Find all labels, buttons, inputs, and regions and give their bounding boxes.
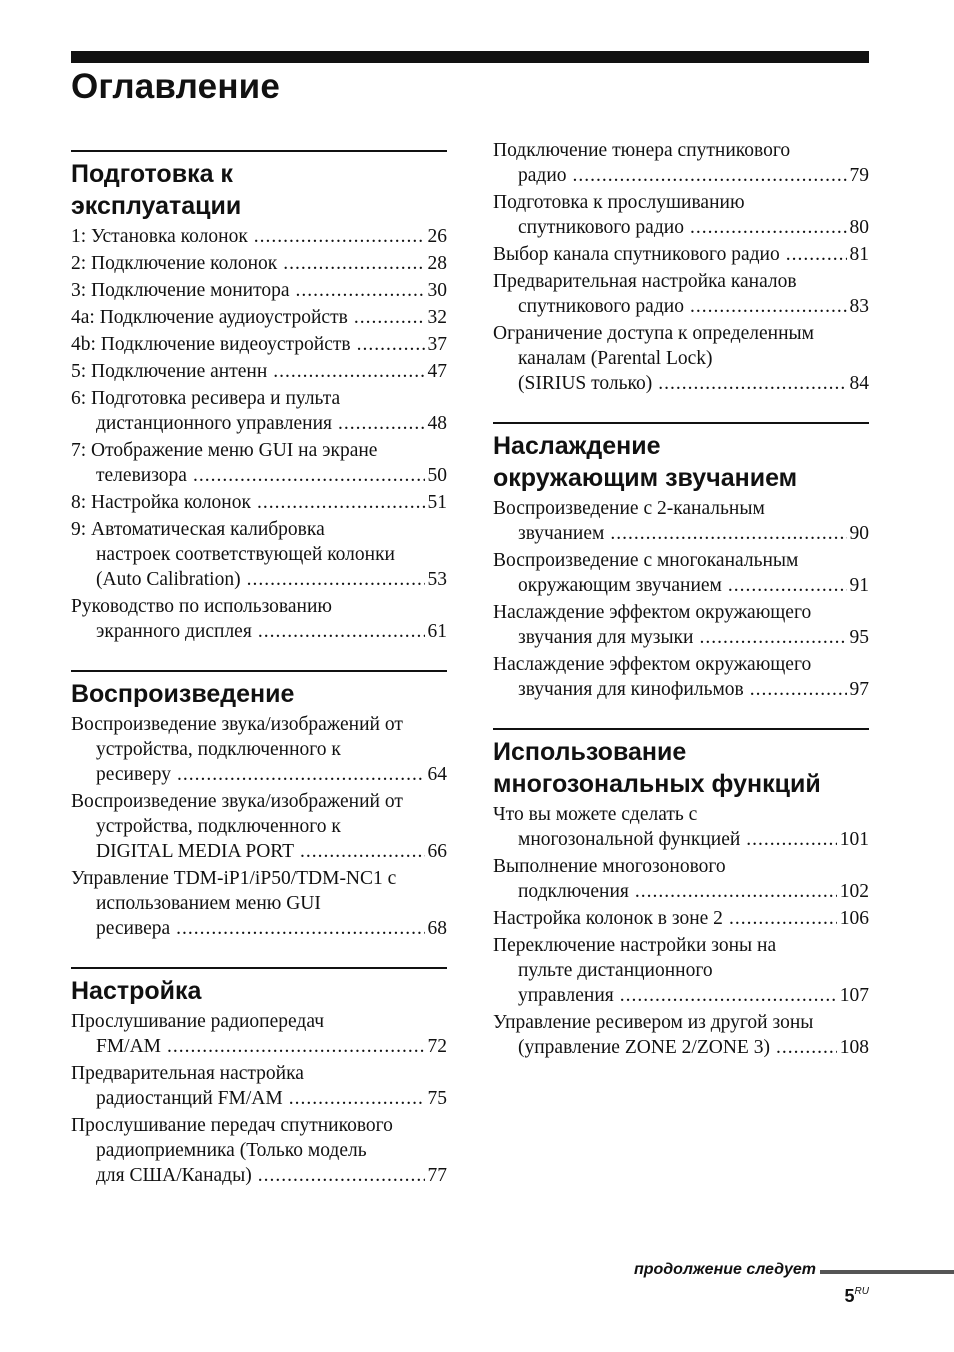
toc-page-number: 107: [839, 985, 869, 1006]
toc-entry: [493, 496, 869, 546]
toc-entry-text: Руководство по использованию: [71, 596, 332, 617]
section-heading: [493, 424, 869, 496]
toc-entry-last-line: [71, 916, 447, 941]
dot-leader: [690, 215, 847, 240]
toc-entry-last-line: [493, 983, 869, 1008]
toc-entry-text: Подготовка к прослушиванию: [493, 192, 745, 213]
toc-section: [493, 422, 869, 702]
toc-entry-text: спутникового радио: [518, 217, 684, 238]
toc-entry: [493, 933, 869, 1008]
toc-page-number: 47: [427, 361, 447, 382]
toc-entry-text: 7: Отображение меню GUI на экране: [71, 440, 378, 461]
toc-page-number: 37: [427, 334, 447, 355]
dot-leader: [300, 839, 424, 864]
dot-leader: [289, 1086, 425, 1111]
toc-entry-text: использованием меню GUI: [96, 893, 321, 914]
toc-entry-text: Что вы можете сделать с: [493, 804, 698, 825]
dot-leader: [247, 567, 425, 592]
toc-entry-text: для США/Канады): [96, 1165, 252, 1186]
toc-entry: [493, 138, 869, 188]
toc-entry-text: FM/AM: [96, 1036, 162, 1057]
toc-entry-text: 4a: Подключение аудиоустройств: [71, 307, 348, 328]
dot-leader: [699, 625, 846, 650]
toc-entry-text: 2: Подключение колонок: [71, 253, 278, 274]
toc-entry-text: Подключение тюнера спутникового: [493, 140, 791, 161]
dot-leader: [257, 490, 425, 515]
toc-entry-last-line: [71, 332, 447, 357]
toc-entry-last-line: [71, 411, 447, 436]
toc-entry: [71, 251, 447, 276]
toc-entry: [493, 548, 869, 598]
toc-entry: [71, 332, 447, 357]
toc-entry-last-line: [493, 521, 869, 546]
toc-page-number: 53: [427, 569, 447, 590]
dot-leader: [573, 163, 847, 188]
toc-entry-text: экранного дисплея: [96, 621, 252, 642]
toc-entry-text: устройства, подключенного к: [96, 739, 341, 760]
toc-entry-text: Воспроизведение звука/изображений от: [71, 791, 403, 812]
section-heading-line: эксплуатации: [71, 192, 242, 220]
dot-leader: [610, 521, 846, 546]
toc-entry: [71, 224, 447, 249]
dot-leader: [728, 573, 847, 598]
toc-page-number: 108: [839, 1037, 869, 1058]
toc-column-left: [71, 150, 447, 1190]
page-number: $5^{RU}$: [844, 1286, 869, 1306]
toc-page-number: 66: [427, 841, 447, 862]
toc-entry-text: устройства, подключенного к: [96, 816, 341, 837]
toc-page-number: 61: [427, 621, 447, 642]
continued-note: продолжение следует: [633, 1261, 816, 1278]
toc-page-number: 101: [839, 829, 869, 850]
toc-entry: [71, 1113, 447, 1188]
dot-leader: [746, 827, 836, 852]
toc-entry-last-line: [493, 827, 869, 852]
toc-entry-text: Прослушивание радиопередач: [71, 1011, 325, 1032]
toc-entry-text: подключения: [518, 881, 629, 902]
toc-page-number: 95: [849, 627, 869, 648]
toc-page-number: 79: [849, 165, 869, 186]
toc-entry: [71, 305, 447, 330]
toc-entry-text: (SIRIUS только): [518, 373, 653, 394]
toc-entry-text: Управление ресивером из другой зоны: [493, 1012, 814, 1033]
toc-column-right: [493, 138, 869, 1062]
dot-leader: [354, 305, 425, 330]
toc-entry: [493, 242, 869, 267]
toc-entry: [493, 1010, 869, 1060]
toc-entry: [71, 438, 447, 488]
toc-entry-last-line: [71, 1086, 447, 1111]
dot-leader: [750, 677, 847, 702]
toc-entry-text: Предварительная настройка каналов: [493, 271, 797, 292]
toc-entry: [71, 386, 447, 436]
toc-entry-text: Наслаждение эффектом окружающего: [493, 654, 812, 675]
toc-page-number: 32: [427, 307, 447, 328]
dot-leader: [658, 371, 846, 396]
dot-leader: [254, 224, 425, 249]
dot-leader: [729, 906, 837, 931]
toc-entry-last-line: [493, 1035, 869, 1060]
toc-entry-last-line: [71, 490, 447, 515]
dot-leader: [258, 619, 425, 644]
toc-entry-last-line: [71, 463, 447, 488]
section-heading: [71, 152, 447, 224]
toc-entry-text: телевизора: [96, 465, 187, 486]
toc-page-number: 64: [427, 764, 447, 785]
section-heading: [71, 672, 447, 712]
toc-entry-text: Настройка колонок в зоне 2: [493, 908, 723, 929]
toc-entry: [71, 490, 447, 515]
toc-entry-text: ресиверу: [96, 764, 171, 785]
toc-entry-text: 4b: Подключение видеоустройств: [71, 334, 351, 355]
toc-section: [71, 967, 447, 1188]
toc-page-number: 80: [849, 217, 869, 238]
toc-entry-last-line: [493, 906, 869, 931]
continued-rule: [820, 1270, 954, 1274]
toc-entry: [71, 594, 447, 644]
dot-leader: [258, 1163, 425, 1188]
toc-entry-text: Предварительная настройка: [71, 1063, 304, 1084]
title-rule: [71, 51, 869, 63]
dot-leader: [776, 1035, 837, 1060]
toc-entry-text: многозональной функцией: [518, 829, 741, 850]
toc-page-number: 102: [839, 881, 869, 902]
toc-entry-text: ресивера: [96, 918, 171, 939]
toc-page-number: 106: [839, 908, 869, 929]
toc-entry-last-line: [71, 224, 447, 249]
toc-entry: [493, 906, 869, 931]
toc-page-number: 97: [849, 679, 869, 700]
toc-entry-text: Воспроизведение звука/изображений от: [71, 714, 403, 735]
toc-entry-last-line: [493, 215, 869, 240]
toc-entry-text: Наслаждение эффектом окружающего: [493, 602, 812, 623]
toc-entry-last-line: [71, 305, 447, 330]
toc-section: [71, 670, 447, 941]
toc-entry-last-line: [493, 677, 869, 702]
toc-entry-last-line: [71, 839, 447, 864]
toc-page-number: 91: [849, 575, 869, 596]
page-title: Оглавление: [71, 67, 281, 106]
toc-page-number: 30: [427, 280, 447, 301]
page-language-suffix: RU: [854, 1286, 869, 1297]
section-heading: [71, 969, 447, 1009]
toc-page-number: 90: [849, 523, 869, 544]
toc-entry: [493, 652, 869, 702]
toc-entry-text: Управление TDM-iP1/iP50/TDM-NC1 с: [71, 868, 397, 889]
toc-entry-last-line: [493, 163, 869, 188]
toc-entry: [493, 269, 869, 319]
toc-entry-text: Переключение настройки зоны на: [493, 935, 777, 956]
toc-entry-text: каналам (Parental Lock): [518, 348, 713, 369]
toc-entry-text: звучания для кинофильмов: [518, 679, 744, 700]
dot-leader: [357, 332, 425, 357]
toc-entry-text: 1: Установка колонок: [71, 226, 248, 247]
toc-section: [71, 150, 447, 644]
toc-entry-last-line: [71, 1163, 447, 1188]
toc-page-number: 68: [427, 918, 447, 939]
toc-entry: [71, 1009, 447, 1059]
toc-entry-text: (управление ZONE 2/ZONE 3): [518, 1037, 770, 1058]
toc-page-number: 51: [427, 492, 447, 513]
toc-entry-text: 5: Подключение антенн: [71, 361, 268, 382]
toc-entry-text: 3: Подключение монитора: [71, 280, 290, 301]
toc-entry-text: 6: Подготовка ресивера и пульта: [71, 388, 341, 409]
toc-entry-text: спутникового радио: [518, 296, 684, 317]
dot-leader: [167, 1034, 424, 1059]
toc-page-number: 77: [427, 1165, 447, 1186]
toc-entry-text: Воспроизведение с многоканальным: [493, 550, 799, 571]
toc-entry: [493, 854, 869, 904]
dot-leader: [176, 916, 424, 941]
toc-page-number: 81: [849, 244, 869, 265]
toc-entry-text: звучания для музыки: [518, 627, 694, 648]
toc-entry-last-line: [493, 371, 869, 396]
section-heading-line: Подготовка к: [71, 160, 233, 188]
section-heading-line: многозональных функций: [493, 770, 821, 798]
toc-section: [493, 728, 869, 1060]
toc-page-number: 72: [427, 1036, 447, 1057]
dot-leader: [283, 251, 424, 276]
toc-entry-text: радиостанций FM/AM: [96, 1088, 283, 1109]
toc-entry-text: пульте дистанционного: [518, 960, 713, 981]
toc-entry-last-line: [71, 619, 447, 644]
toc-entry: [493, 600, 869, 650]
dot-leader: [296, 278, 425, 303]
dot-leader: [620, 983, 837, 1008]
section-heading-line: окружающим звучанием: [493, 464, 798, 492]
toc-page-number: 28: [427, 253, 447, 274]
section-heading-line: Наслаждение: [493, 432, 661, 460]
toc-entry-last-line: [493, 294, 869, 319]
section-heading-line: Воспроизведение: [71, 680, 295, 708]
toc-entry-text: радиоприемника (Только модель: [96, 1140, 367, 1161]
toc-entry: [71, 359, 447, 384]
toc-page-number: 75: [427, 1088, 447, 1109]
toc-entry: [71, 866, 447, 941]
toc-entry-last-line: [493, 573, 869, 598]
section-heading: [493, 730, 869, 802]
toc-entry-text: 9: Автоматическая калибровка: [71, 519, 325, 540]
dot-leader: [193, 463, 425, 488]
toc-entry-last-line: [493, 879, 869, 904]
toc-page-number: 26: [427, 226, 447, 247]
dot-leader: [635, 879, 837, 904]
toc-entry-text: окружающим звучанием: [518, 575, 722, 596]
toc-entry-text: дистанционного управления: [96, 413, 333, 434]
toc-entry-last-line: [71, 251, 447, 276]
toc-page-number: 50: [427, 465, 447, 486]
toc-entry-text: радио: [518, 165, 567, 186]
dot-leader: [273, 359, 424, 384]
toc-entry: [71, 712, 447, 787]
toc-entry-last-line: [71, 1034, 447, 1059]
toc-entry-last-line: [71, 278, 447, 303]
toc-entry-last-line: [493, 242, 869, 267]
toc-entry: [493, 802, 869, 852]
toc-entry-text: настроек соответствующей колонки: [96, 544, 395, 565]
toc-page-number: 84: [849, 373, 869, 394]
toc-continued-entries: [493, 138, 869, 396]
toc-entry-text: Выполнение многозонового: [493, 856, 726, 877]
toc-entry-text: управления: [518, 985, 614, 1006]
section-heading-line: Настройка: [71, 977, 202, 1005]
toc-entry: [493, 190, 869, 240]
toc-entry-text: DIGITAL MEDIA PORT: [96, 841, 295, 862]
toc-entry: [71, 1061, 447, 1111]
dot-leader: [690, 294, 847, 319]
section-heading-line: Использование: [493, 738, 687, 766]
toc-entry-last-line: [71, 359, 447, 384]
toc-entry: [493, 321, 869, 396]
toc-entry: [71, 517, 447, 592]
toc-entry-last-line: [71, 567, 447, 592]
dot-leader: [338, 411, 424, 436]
toc-entry-text: Выбор канала спутникового радио: [493, 244, 780, 265]
dot-leader: [786, 242, 847, 267]
toc-entry: [71, 278, 447, 303]
toc-entry-last-line: [493, 625, 869, 650]
toc-entry-text: Воспроизведение с 2-канальным: [493, 498, 765, 519]
toc-entry-text: 8: Настройка колонок: [71, 492, 251, 513]
dot-leader: [177, 762, 425, 787]
toc-entry-text: звучанием: [518, 523, 605, 544]
toc-entry: [71, 789, 447, 864]
toc-entry-text: Прослушивание передач спутникового: [71, 1115, 393, 1136]
toc-right-sections: [493, 422, 869, 1060]
toc-page-number: 83: [849, 296, 869, 317]
toc-entry-text: Ограничение доступа к определенным: [493, 323, 814, 344]
toc-entry-text: (Auto Calibration): [96, 569, 241, 590]
toc-entry-last-line: [71, 762, 447, 787]
toc-page-number: 48: [427, 413, 447, 434]
